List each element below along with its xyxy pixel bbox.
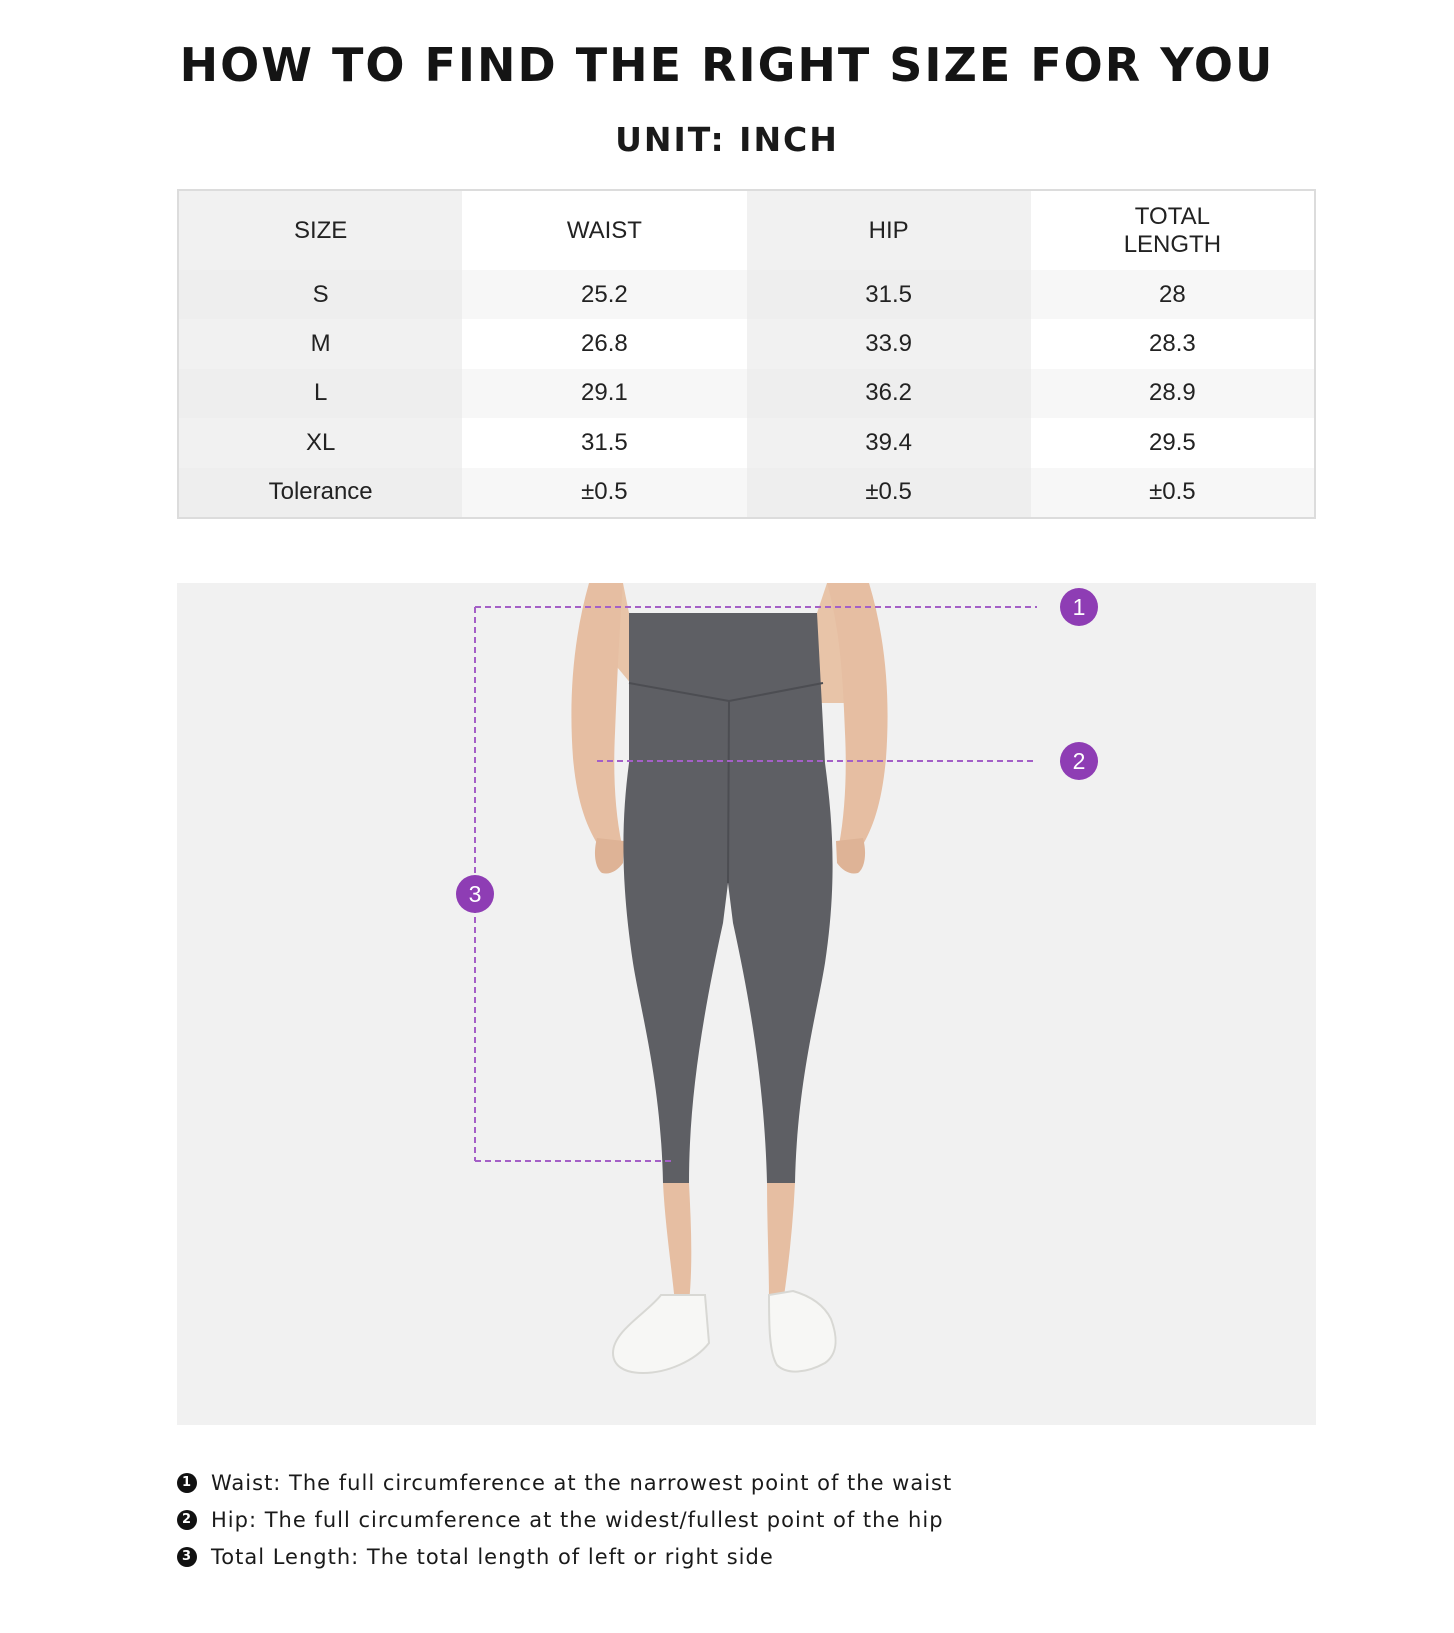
center-seam xyxy=(728,701,729,883)
right-sneaker xyxy=(769,1291,836,1372)
cell-total-length: 28 xyxy=(1031,270,1315,319)
table-row xyxy=(178,369,1315,418)
model-right-calf xyxy=(767,1183,795,1303)
length-marker: 3 xyxy=(456,875,494,913)
header-total-length xyxy=(1031,190,1315,270)
header-waist: WAIST xyxy=(462,190,746,270)
unit-label: UNIT: INCH xyxy=(615,120,839,159)
measurement-notes xyxy=(177,1464,1316,1575)
cell-total-length: 29.5 xyxy=(1031,418,1315,467)
cell-hip: 36.2 xyxy=(747,369,1031,418)
header-total-length-line1: TOTAL xyxy=(1134,202,1210,230)
table-row xyxy=(178,418,1315,467)
note-hip xyxy=(177,1501,1316,1538)
leggings-model-illustration xyxy=(177,583,1316,1425)
cell-hip: ±0.5 xyxy=(747,468,1031,518)
cell-hip: 39.4 xyxy=(747,418,1031,467)
model-left-arm xyxy=(571,583,623,848)
note-text: Waist: The full circumference at the narrowest point of the waist xyxy=(211,1470,953,1495)
header-hip: HIP xyxy=(747,190,1031,270)
left-sneaker xyxy=(613,1295,709,1373)
size-chart-table xyxy=(177,189,1316,519)
cell-hip: 31.5 xyxy=(747,270,1031,319)
cell-size: Tolerance xyxy=(178,468,462,518)
cell-size: L xyxy=(178,369,462,418)
table-header-row xyxy=(178,190,1315,270)
model-right-hand xyxy=(836,838,865,874)
table-row xyxy=(178,270,1315,319)
leggings xyxy=(623,613,832,1183)
model-right-arm xyxy=(827,583,888,848)
model-photo-panel xyxy=(177,583,1316,1425)
note-text: Total Length: The total length of left or right side xyxy=(211,1544,774,1569)
page-title: HOW TO FIND THE RIGHT SIZE FOR YOU xyxy=(179,38,1275,92)
cell-waist: 26.8 xyxy=(462,319,746,368)
cell-hip: 33.9 xyxy=(747,319,1031,368)
hip-marker: 2 xyxy=(1060,742,1098,780)
cell-waist: 29.1 xyxy=(462,369,746,418)
waist-marker: 1 xyxy=(1060,588,1098,626)
cell-total-length: 28.3 xyxy=(1031,319,1315,368)
note-number-icon: 2 xyxy=(177,1510,197,1530)
header-total-length-line2: LENGTH xyxy=(1123,230,1222,258)
table-row xyxy=(178,319,1315,368)
cell-size: M xyxy=(178,319,462,368)
note-number-icon: 3 xyxy=(177,1547,197,1567)
header-size: SIZE xyxy=(178,190,462,270)
table-row-tolerance xyxy=(178,468,1315,518)
cell-size: XL xyxy=(178,418,462,467)
cell-waist: ±0.5 xyxy=(462,468,746,518)
note-waist xyxy=(177,1464,1316,1501)
note-total-length xyxy=(177,1538,1316,1575)
cell-total-length: 28.9 xyxy=(1031,369,1315,418)
cell-waist: 31.5 xyxy=(462,418,746,467)
cell-waist: 25.2 xyxy=(462,270,746,319)
model-left-calf xyxy=(663,1183,691,1303)
model-left-hand xyxy=(595,838,624,874)
note-text: Hip: The full circumference at the widest/fullest point of the hip xyxy=(211,1507,944,1532)
cell-total-length: ±0.5 xyxy=(1031,468,1315,518)
note-number-icon: 1 xyxy=(177,1473,197,1493)
cell-size: S xyxy=(178,270,462,319)
